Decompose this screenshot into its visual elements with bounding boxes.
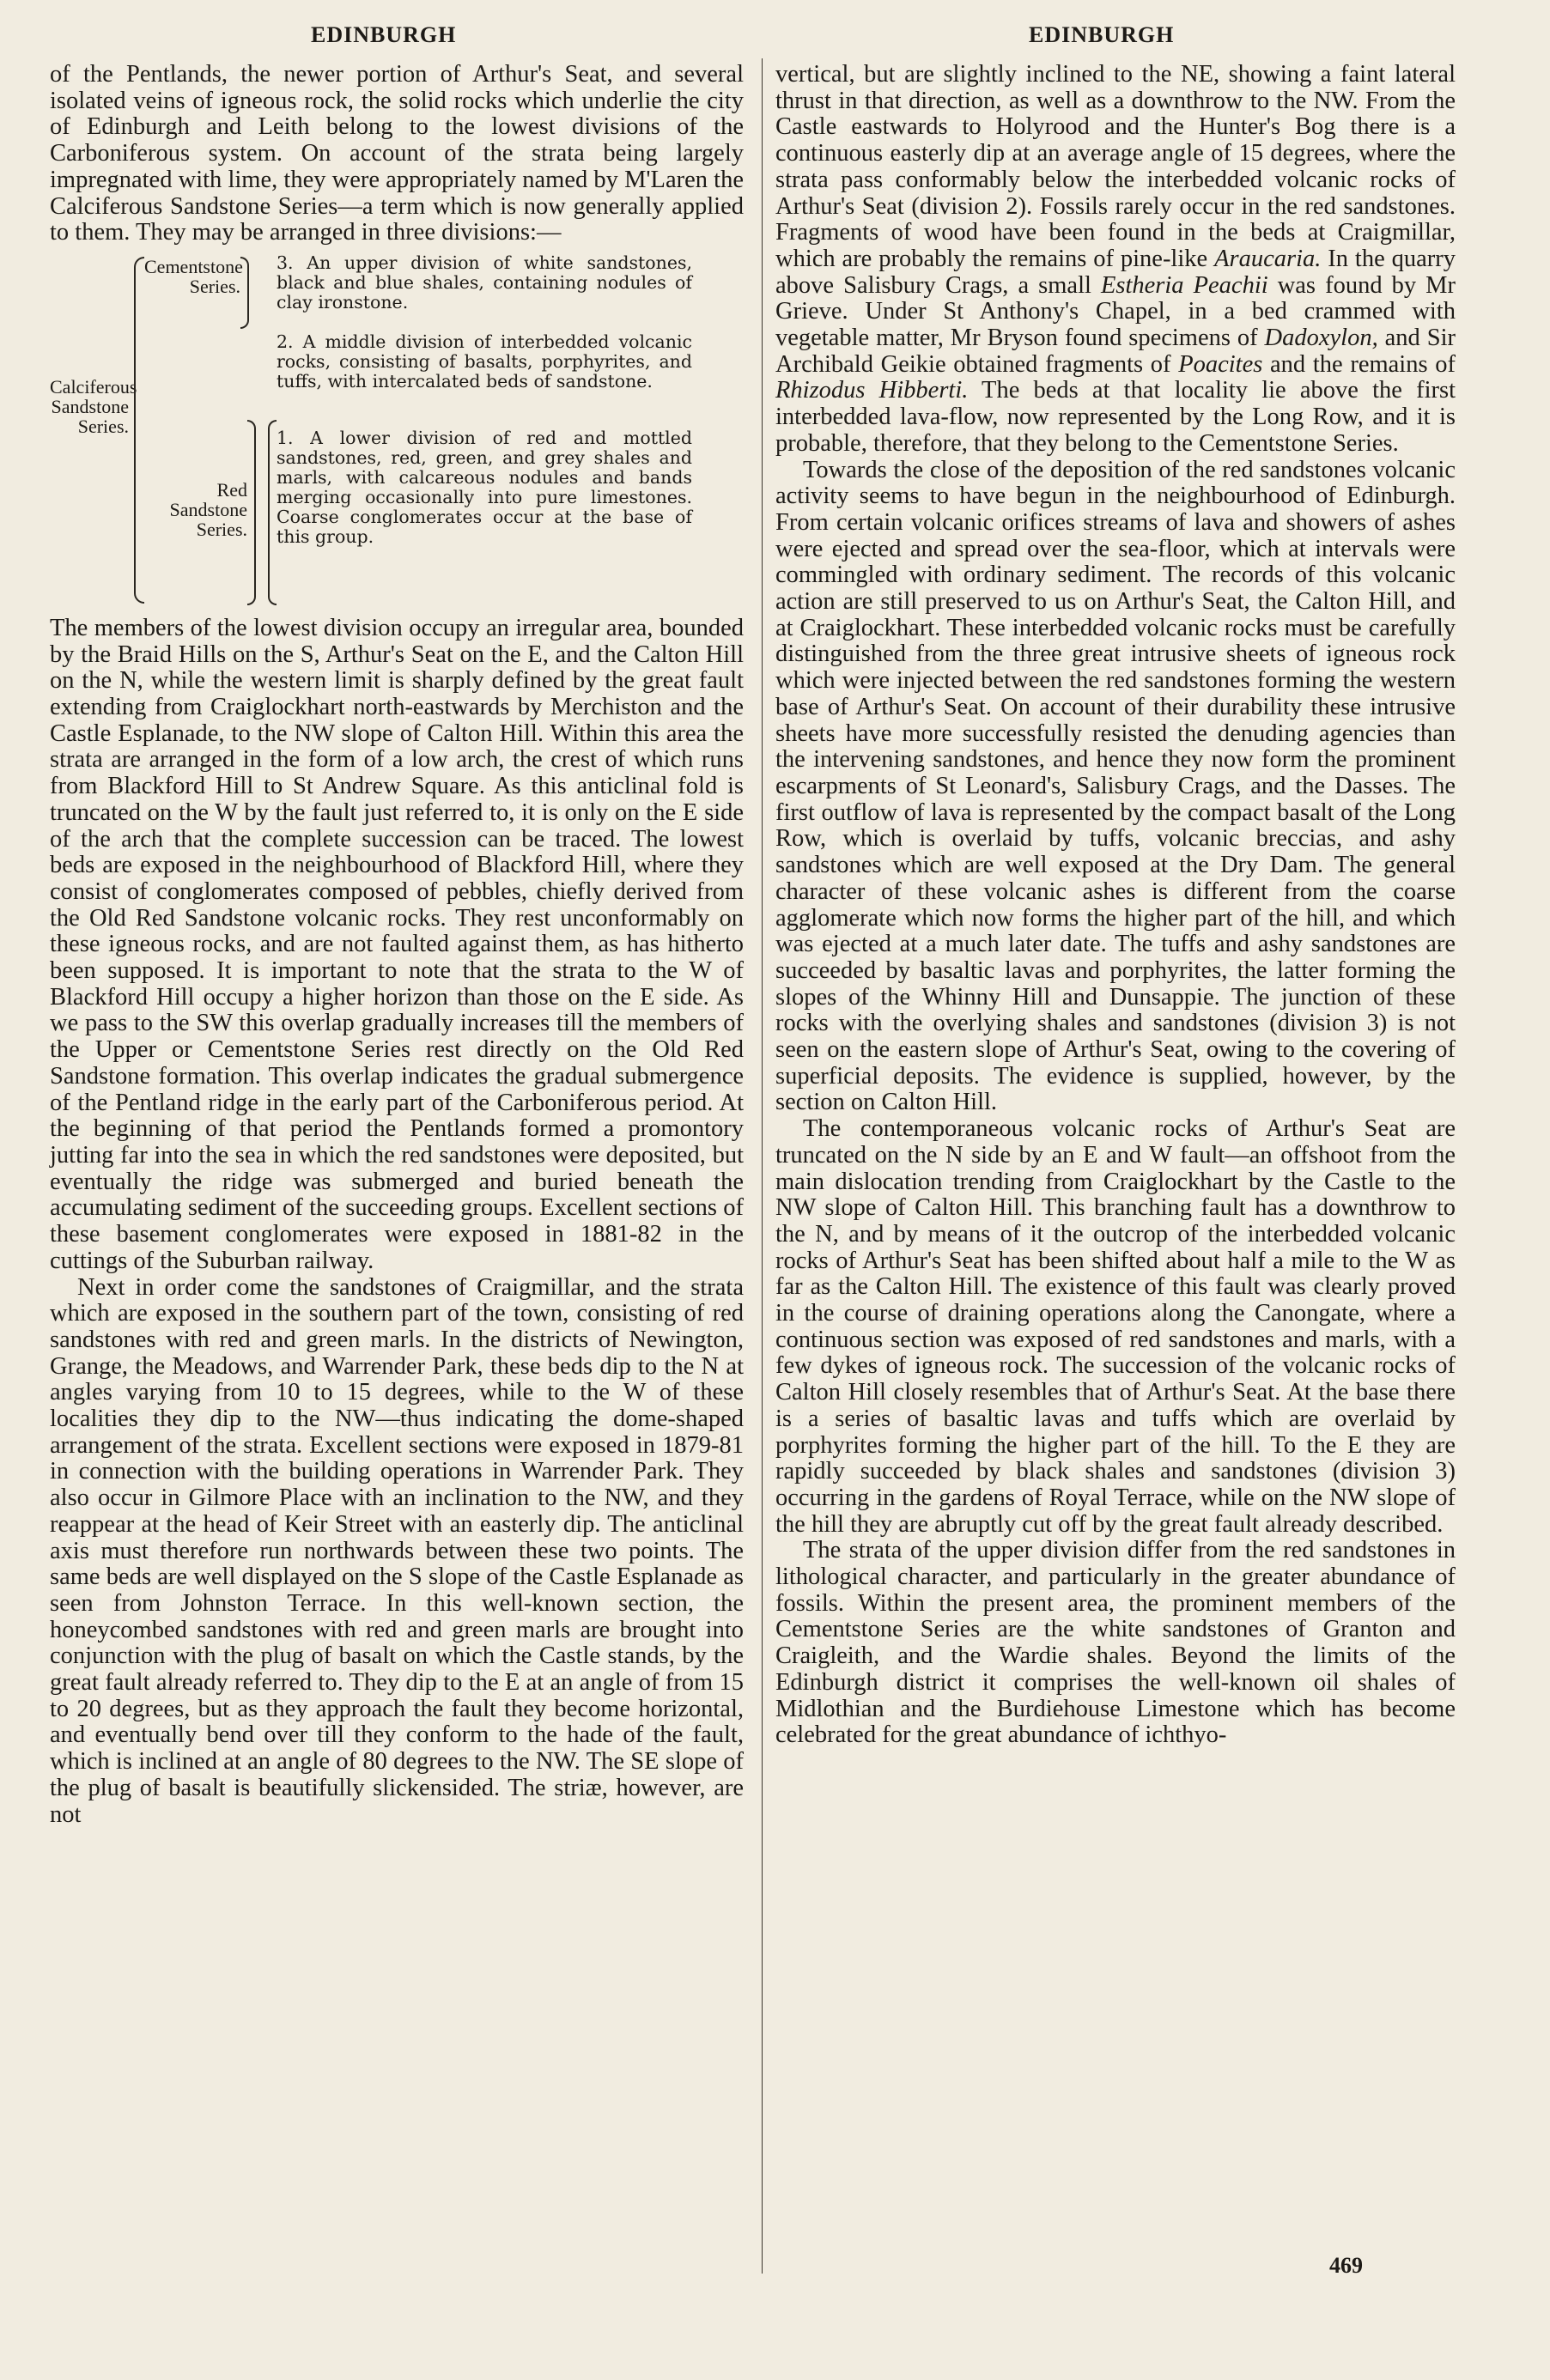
classification-table	[50, 250, 744, 610]
text-run: was found by Mr Grieve. Under St Anthony's Chapel, in a bed crammed with vegetable matter, Mr Bryson found specimens of	[775, 271, 1456, 352]
division-1: 1. A lower division of red and mottled sandstones, red, green, and grey shales and marls, with calcareous nodules and bands merging occasionally into pure limestones. Coarse conglomerates occur at the base of this group.	[277, 427, 692, 547]
taxon-name: Estheria Peachii	[1100, 271, 1268, 299]
red-sandstone-brace	[247, 420, 256, 605]
text-run: and the remains of	[1262, 350, 1456, 378]
cementstone-brace	[240, 257, 249, 329]
running-head-right: EDINBURGH	[1029, 22, 1175, 47]
running-head-left: EDINBURGH	[311, 22, 457, 47]
cementstone-label: Cementstone Series.	[144, 255, 243, 297]
left-column	[50, 62, 744, 1828]
paragraph: The contemporaneous volcanic rocks of Arthur's Seat are truncated on the N side by an E and W fault—an offshoot from the main dislocation trending from Craiglockhart by the Castle to the NW slope of Calton Hill. This branching fault has a downthrow to the N, and by means of it the outcrop of the interbedded volcanic rocks of Arthur's Seat has been shifted about half a mile to the W as far as the Calton Hill. The existence of this fault was clearly proved in the course of draining operations along the Canongate, where a continuous section was exposed of red sandstones and marls, with a few dykes of igneous rock. The succession of the volcanic rocks of Calton Hill closely resembles that of Arthur's Seat. At the base there is a series of basaltic lavas and tuffs which are overlaid by porphyrites forming the higher part of the hill. To the E they are rapidly succeeded by black shales and sandstones (division 3) occurring in the gardens of Royal Terrace, while on the NW slope of the hill they are abruptly cut off by the great fault already described.	[775, 1115, 1456, 1538]
text-run: The beds at that locality lie above the first interbedded lava-flow, now represented by the Long Row, and it is probable, therefore, that they belong to the Cementstone Series.	[775, 377, 1456, 457]
paragraph	[775, 62, 1456, 458]
division1-brace	[268, 420, 277, 605]
paragraph: Next in order come the sandstones of Craigmillar, and the strata which are exposed in the southern part of the town, consisting of red sandstones with red and green marls. In the districts of Newington, Grange, the Meadows, and Warrender Park, these beds dip to the N at angles varying from 10 to 15 degrees, while to the W of these localities they dip to the NW—thus indicating the dome-shaped arrangement of the strata. Excellent sections were exposed in 1879-81 in connection with the building operations in Warrender Park. They also occur in Gilmore Place with an inclination to the NW, and they reappear at the head of Keir Street with an easterly dip. The anticlinal axis must therefore run northwards between these two points. The same beds are well displayed on the S slope of the Castle Esplanade as seen from Johnston Terrace. In this well-known section, the honeycombed sandstones with red and green marls are brought into conjunction with the plug of basalt on which the Castle stands, by the great fault already referred to. They dip to the E at an angle of from 15 to 20 degrees, but as they approach the fault they become horizontal, and eventually bend over till they conform to the hade of the fault, which is inclined at an angle of 80 degrees to the NW. The SE slope of the plug of basalt is beautifully slickensided. The striæ, however, are not	[50, 1273, 744, 1828]
right-column	[775, 62, 1456, 1749]
paragraph: of the Pentlands, the newer portion of Arthur's Seat, and several isolated veins of igneous rock, the solid rocks which underlie the city of Edinburgh and Leith belong to the lowest divisions of the Carboniferous system. On account of the strata being largely impregnated with lime, they were appropriately named by M'Laren the Calciferous Sandstone Series—a term which is now generally applied to them. They may be arranged in three divisions:—	[50, 61, 744, 246]
text-run: In the quarry above Salisbury Crags, a small	[775, 245, 1456, 299]
paragraph: The strata of the upper division differ from the red sandstones in lithological character, and particularly in the greater abundance of fossils. Within the present area, the prominent members of the Cementstone Series are the white sandstones of Granton and Craigleith, and the Wardie shales. Beyond the limits of the Edinburgh district it comprises the well-known oil shales of Midlothian and the Burdiehouse Limestone which has become celebrated for the great abundance of ichthyo-	[775, 1537, 1456, 1749]
division-3: 3. An upper division of white sandstones, black and blue shales, containing nodules of clay ironstone.	[277, 252, 692, 313]
page-number: 469	[1329, 2253, 1363, 2278]
column-divider	[762, 58, 763, 2274]
calciferous-label: Calciferous Sandstone Series.	[50, 375, 137, 437]
taxon-name: Araucaria.	[1214, 245, 1322, 272]
taxon-name: Dadoxylon,	[1264, 325, 1378, 352]
paragraph: Towards the close of the deposition of the red sandstones volcanic activity seems to have begun in the neighbourhood of Edinburgh. From certain volcanic orifices streams of lava and showers of ashes were ejected and spread over the sea-floor, which at intervals were commingled with ordinary sediment. The records of this volcanic action are still preserved to us on Arthur's Seat, the Calton Hill, and at Craiglockhart. These interbedded volcanic rocks must be carefully distinguished from the three great intrusive sheets of igneous rock which were injected between the red sandstones forming the western base of Arthur's Seat. On account of their durability these intrusive sheets have more successfully resisted the denuding agencies than the intervening sandstones, and hence they now form the prominent escarpments of St Leonard's, Salisbury Crags, and the Dasses. The first outflow of lava is represented by the compact basalt of the Long Row, which is overlaid by tuffs, volcanic breccias, and ashy sandstones which are well exposed at the Dry Dam. The general character of these volcanic ashes is different from the coarse agglomerate which now forms the higher part of the hill, and which was ejected at a much later date. The tuffs and ashy sandstones are succeeded by basaltic lavas and porphyrites, the latter forming the slopes of the Whinny Hill and Dunsappie. The junction of these rocks with the overlying shales and sandstones (division 3) is not seen on the eastern slope of Arthur's Seat, owing to the covering of superficial deposits. The evidence is supplied, however, by the section on Calton Hill.	[775, 456, 1456, 1116]
taxon-name: Poacites	[1178, 350, 1263, 378]
division-2: 2. A middle division of interbedded volcanic rocks, consisting of basalts, porphyrites, and tuffs, with intercalated beds of sandstone.	[277, 331, 692, 392]
text-run: and Sir Archibald Geikie obtained fragments of	[775, 325, 1456, 378]
red-sandstone-label: Red Sandstone Series.	[169, 478, 247, 540]
paragraph: The members of the lowest division occupy an irregular area, bounded by the Braid Hills on the S, Arthur's Seat on the E, and the Calton Hill on the N, while the western limit is sharply defined by the great fault extending from Craiglockhart north-eastwards by Merchiston and the Castle Esplanade, to the NW slope of Calton Hill. Within this area the strata are arranged in the form of a low arch, the crest of which runs from Blackford Hill to St Andrew Square. As this anticlinal fold is truncated on the W by the fault just referred to, it is only on the E side of the arch that the complete succession can be traced. The lowest beds are exposed in the neighbourhood of Blackford Hill, where they consist of conglomerates composed of pebbles, chiefly derived from the Old Red Sandstone volcanic rocks. They rest unconformably on these igneous rocks, and are not faulted against them, as has hitherto been supposed. It is important to note that the strata to the W of Blackford Hill occupy a higher horizon than those on the E side. As we pass to the SW this overlap gradually increases till the members of the Upper or Cementstone Series rest directly on the Old Red Sandstone formation. This overlap indicates the gradual submergence of the Pentland ridge in the early part of the Carboniferous period. At the beginning of that period the Pentlands formed a promontory jutting far into the sea in which the red sandstones were deposited, but eventually the ridge was submerged and buried beneath the accumulating sediment of the succeeding groups. Excellent sections of these basement conglomerates were exposed in 1881-82 in the cuttings of the Suburban railway.	[50, 614, 744, 1274]
outer-brace	[134, 257, 144, 604]
text-run: vertical, but are slightly inclined to the NE, showing a faint lateral thrust in that direction, as well as a downthrow to the NW. From the Castle eastwards to Holyrood and the Hunter's Bog there is a continuous easterly dip at an average angle of 15 degrees, where the strata pass conformably below the interbedded volcanic rocks of Arthur's Seat (division 2). Fossils rarely occur in the red sandstones. Fragments of wood have been found in the beds at Craigmillar, which are probably the remains of pine-like	[775, 61, 1456, 272]
taxon-name: Rhizodus Hibberti.	[775, 377, 969, 404]
